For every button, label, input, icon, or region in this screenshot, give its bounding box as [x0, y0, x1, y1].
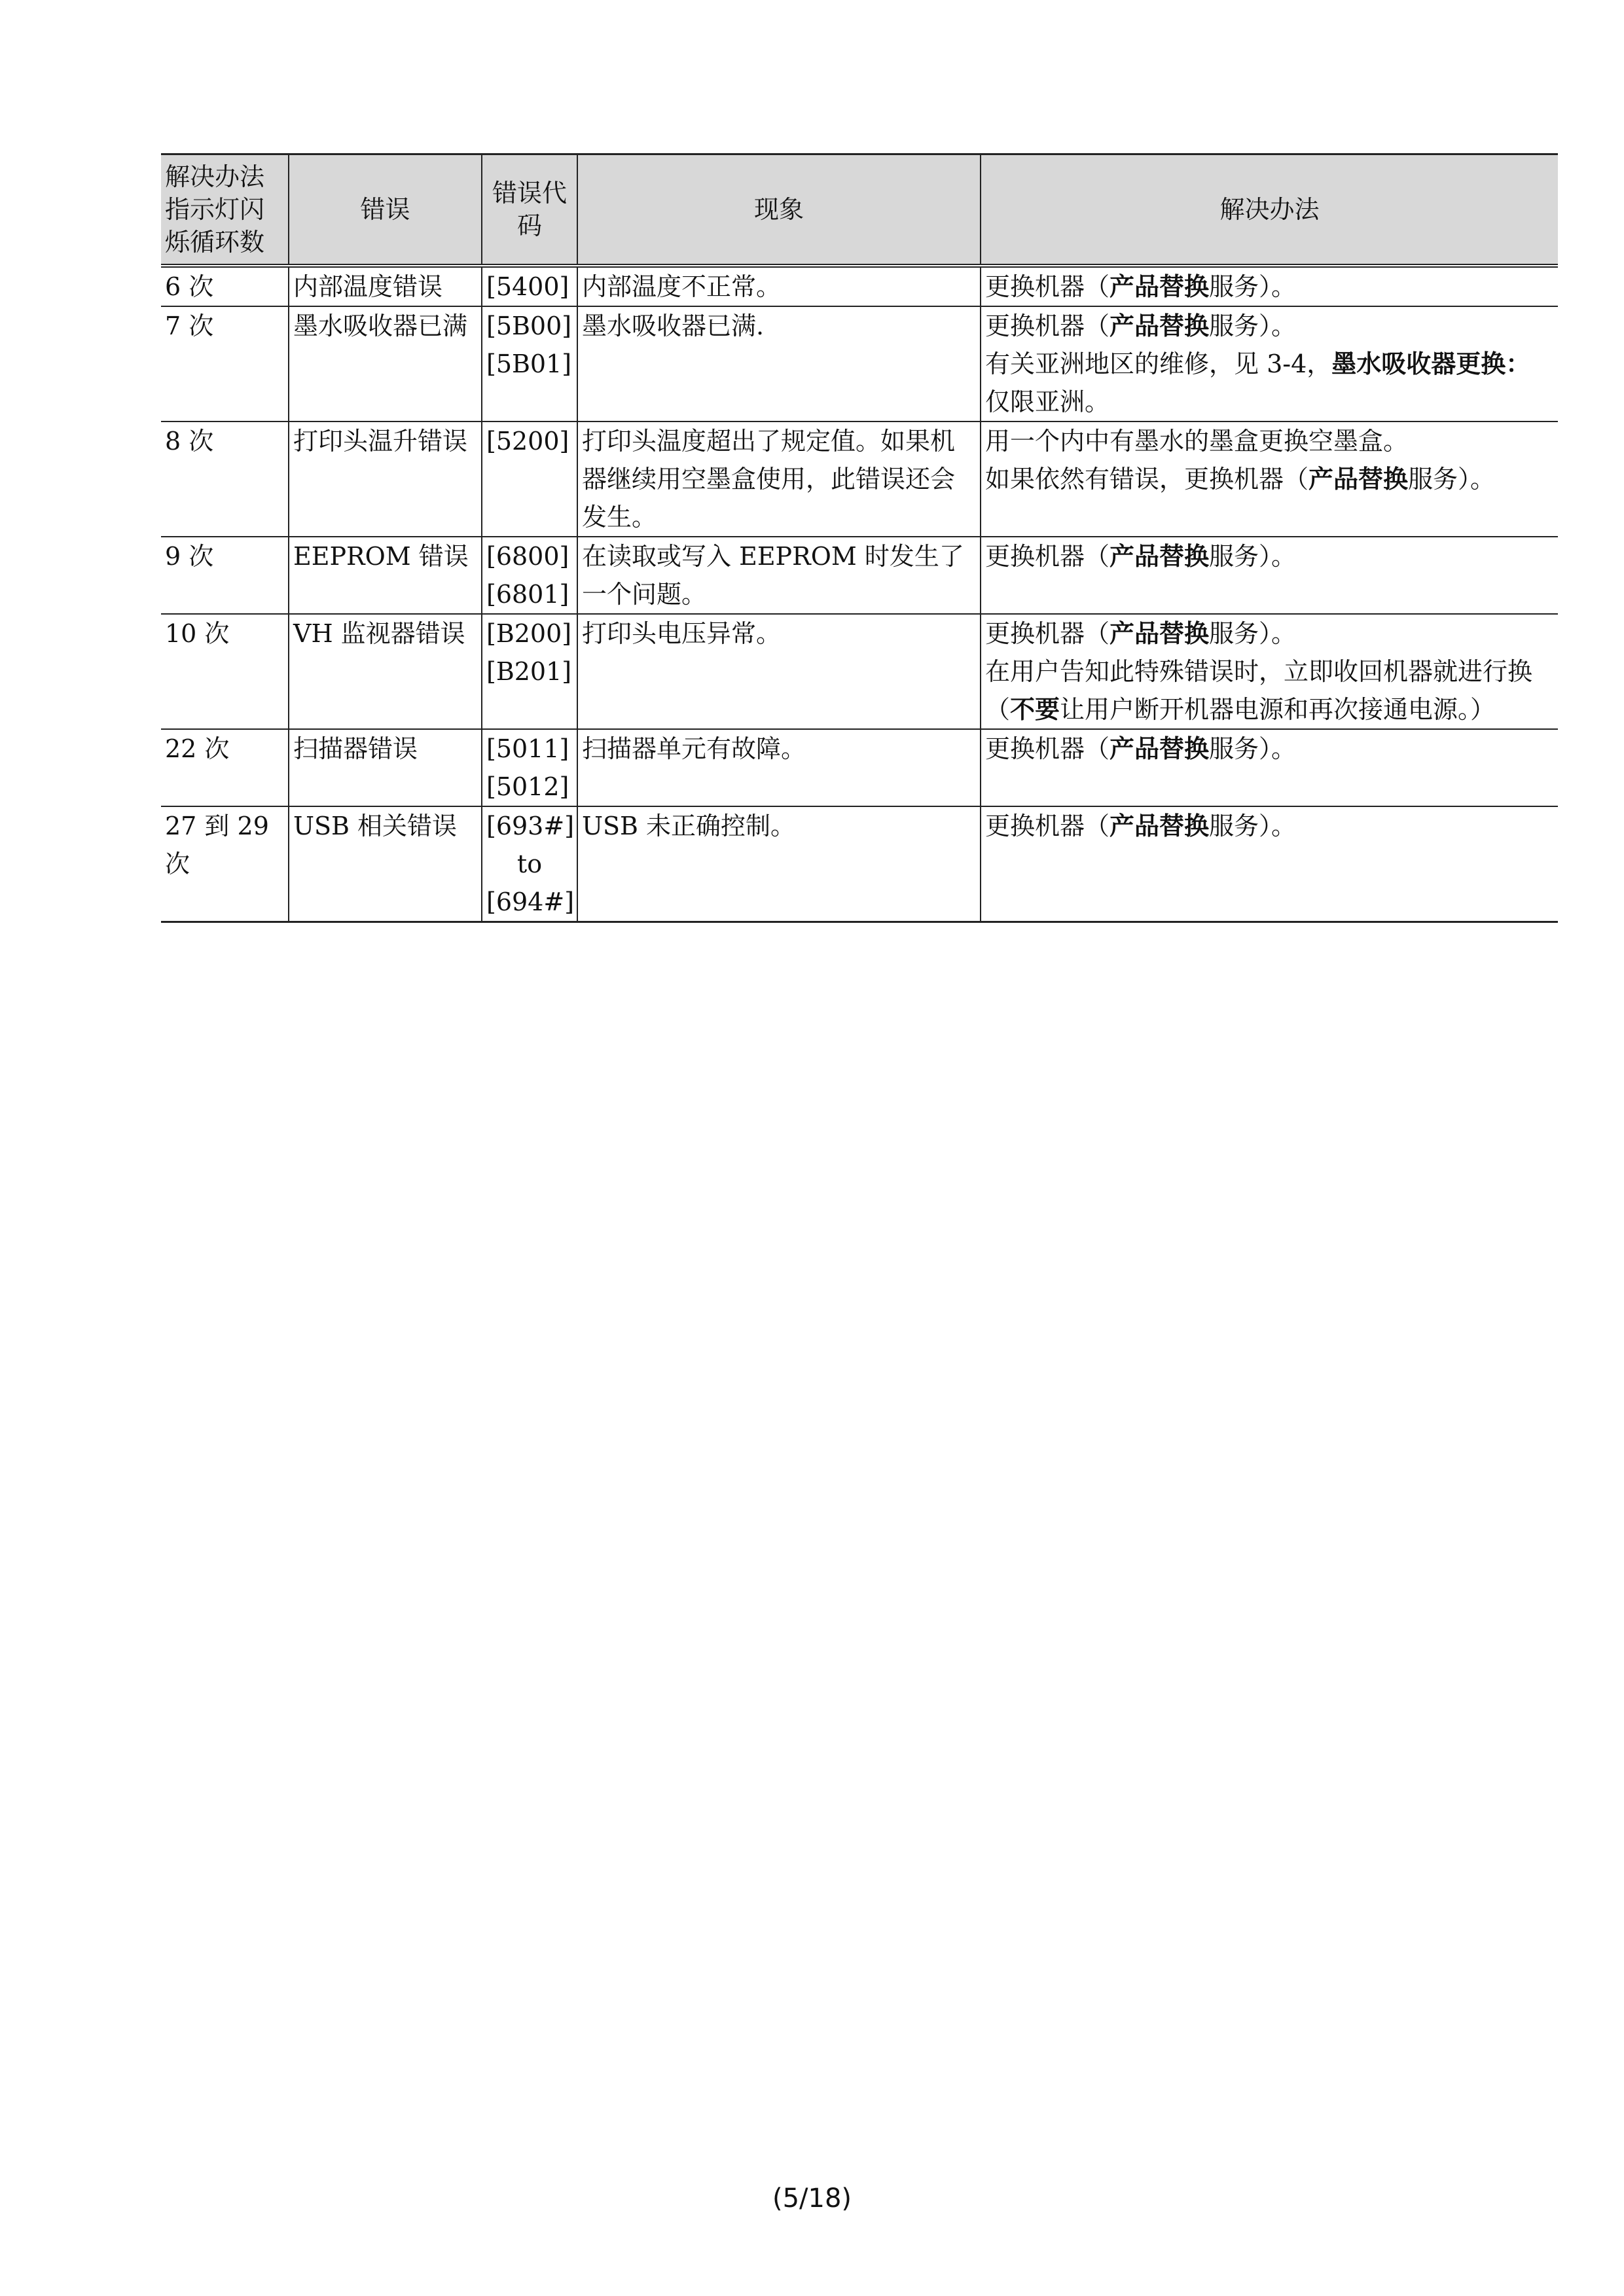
solution-cell: [981, 537, 1558, 614]
solution-emphasis: 产品替换: [1110, 734, 1210, 763]
solution-line: [985, 537, 1554, 575]
table-row: [161, 306, 1558, 422]
solution-text: 更换机器（: [985, 312, 1110, 340]
solution-text: 用一个内中有墨水的墨盒更换空墨盒。: [985, 427, 1409, 456]
header-blink-count: 解决办法 指示灯闪 烁循环数: [161, 154, 289, 266]
error-code: [5B01]: [486, 350, 572, 378]
symptom-cell: 打印头温度超出了规定值。如果机器继续用空墨盒使用，此错误还会发生。: [577, 422, 981, 537]
error-name-cell: EEPROM 错误: [289, 537, 482, 614]
table-header-row: [161, 154, 1558, 266]
page-number: (5/18): [772, 2183, 852, 2214]
solution-cell: [981, 266, 1558, 306]
table-row: [161, 614, 1558, 729]
solution-cell: [981, 806, 1558, 922]
error-code: [5200]: [486, 427, 569, 456]
symptom-cell: 打印头电压异常。: [577, 614, 981, 729]
error-name-cell: 内部温度错误: [289, 266, 482, 306]
solution-text: 服务）。: [1209, 542, 1297, 571]
solution-text: 更换机器（: [985, 272, 1110, 301]
error-code-table: [161, 153, 1558, 923]
blink-count-cell: 8 次: [161, 422, 289, 537]
error-code: [5B00]: [486, 312, 572, 340]
solution-emphasis: 墨水吸收器更换：: [1331, 349, 1531, 378]
error-code-cell: [482, 422, 577, 537]
solution-text: 仅限亚洲。: [985, 387, 1110, 416]
error-name-cell: 墨水吸收器已满: [289, 306, 482, 422]
error-code: [5011]: [486, 734, 569, 763]
table-body: [161, 266, 1558, 922]
error-code: [B201]: [486, 657, 572, 686]
solution-text: 如果依然有错误，更换机器（: [985, 465, 1309, 493]
solution-line: [985, 730, 1554, 768]
error-code: [6800]: [486, 542, 569, 571]
solution-emphasis: 产品替换: [1110, 811, 1210, 840]
blink-count-cell: 6 次: [161, 266, 289, 306]
solution-line: [985, 268, 1554, 306]
solution-text: 更换机器（: [985, 542, 1110, 571]
solution-emphasis: 产品替换: [1110, 311, 1210, 340]
error-code: [6801]: [486, 580, 569, 609]
solution-line: [985, 807, 1554, 845]
solution-line: [985, 615, 1554, 653]
solution-cell: [981, 614, 1558, 729]
error-code: [694#]: [486, 888, 575, 916]
blink-count-cell: 22 次: [161, 729, 289, 806]
solution-line: [985, 653, 1554, 728]
error-code-cell: [482, 614, 577, 729]
solution-text: 让用户断开机器电源和再次接通电源。）: [1060, 695, 1496, 724]
table-row: [161, 537, 1558, 614]
solution-cell: [981, 422, 1558, 537]
solution-text: 更换机器（: [985, 619, 1110, 648]
solution-cell: [981, 306, 1558, 422]
solution-emphasis: 产品替换: [1110, 619, 1210, 648]
error-code: [693#]: [486, 812, 575, 840]
solution-text: 服务）。: [1209, 312, 1297, 340]
solution-line: [985, 460, 1554, 498]
header-solution: 解决办法: [981, 154, 1558, 266]
header-error-code: 错误代 码: [482, 154, 577, 266]
error-code-cell: [482, 306, 577, 422]
blink-count-cell: 7 次: [161, 306, 289, 422]
solution-text: 服务）。: [1209, 734, 1297, 763]
solution-emphasis: 不要: [1010, 694, 1060, 724]
blink-count-cell: 10 次: [161, 614, 289, 729]
symptom-cell: 扫描器单元有故障。: [577, 729, 981, 806]
table-row: [161, 422, 1558, 537]
solution-text: 有关亚洲地区的维修，见 3-4，: [985, 350, 1332, 378]
blink-count-cell: 27 到 29 次: [161, 806, 289, 922]
error-code-cell: [482, 729, 577, 806]
error-code: to: [516, 850, 543, 878]
error-name-cell: 扫描器错误: [289, 729, 482, 806]
solution-emphasis: 产品替换: [1110, 272, 1210, 301]
solution-emphasis: 产品替换: [1308, 464, 1409, 493]
solution-line: [985, 307, 1554, 345]
symptom-cell: USB 未正确控制。: [577, 806, 981, 922]
error-code-cell: [482, 537, 577, 614]
header-symptom: 现象: [577, 154, 981, 266]
solution-text: 服务）。: [1209, 812, 1297, 840]
error-name-cell: USB 相关错误: [289, 806, 482, 922]
table-row: [161, 806, 1558, 922]
solution-text: 在用户告知此特殊错误时，立即收回机器就进行换（: [985, 657, 1533, 724]
blink-count-cell: 9 次: [161, 537, 289, 614]
error-name-cell: 打印头温升错误: [289, 422, 482, 537]
solution-text: 服务）。: [1408, 465, 1496, 493]
symptom-cell: 内部温度不正常。: [577, 266, 981, 306]
solution-text: 服务）。: [1209, 272, 1297, 301]
error-code-cell: [482, 806, 577, 922]
table-row: [161, 266, 1558, 306]
solution-text: 服务）。: [1209, 619, 1297, 648]
solution-emphasis: 产品替换: [1110, 541, 1210, 571]
error-code: [5400]: [486, 272, 569, 301]
error-code: [5012]: [486, 772, 569, 801]
solution-cell: [981, 729, 1558, 806]
solution-text: 更换机器（: [985, 734, 1110, 763]
error-code-cell: [482, 266, 577, 306]
solution-text: 更换机器（: [985, 812, 1110, 840]
solution-line: [985, 345, 1554, 421]
table-row: [161, 729, 1558, 806]
error-name-cell: VH 监视器错误: [289, 614, 482, 729]
solution-line: [985, 422, 1554, 460]
symptom-cell: 墨水吸收器已满.: [577, 306, 981, 422]
error-code: [B200]: [486, 619, 572, 648]
symptom-cell: 在读取或写入 EEPROM 时发生了一个问题。: [577, 537, 981, 614]
header-error: 错误: [289, 154, 482, 266]
